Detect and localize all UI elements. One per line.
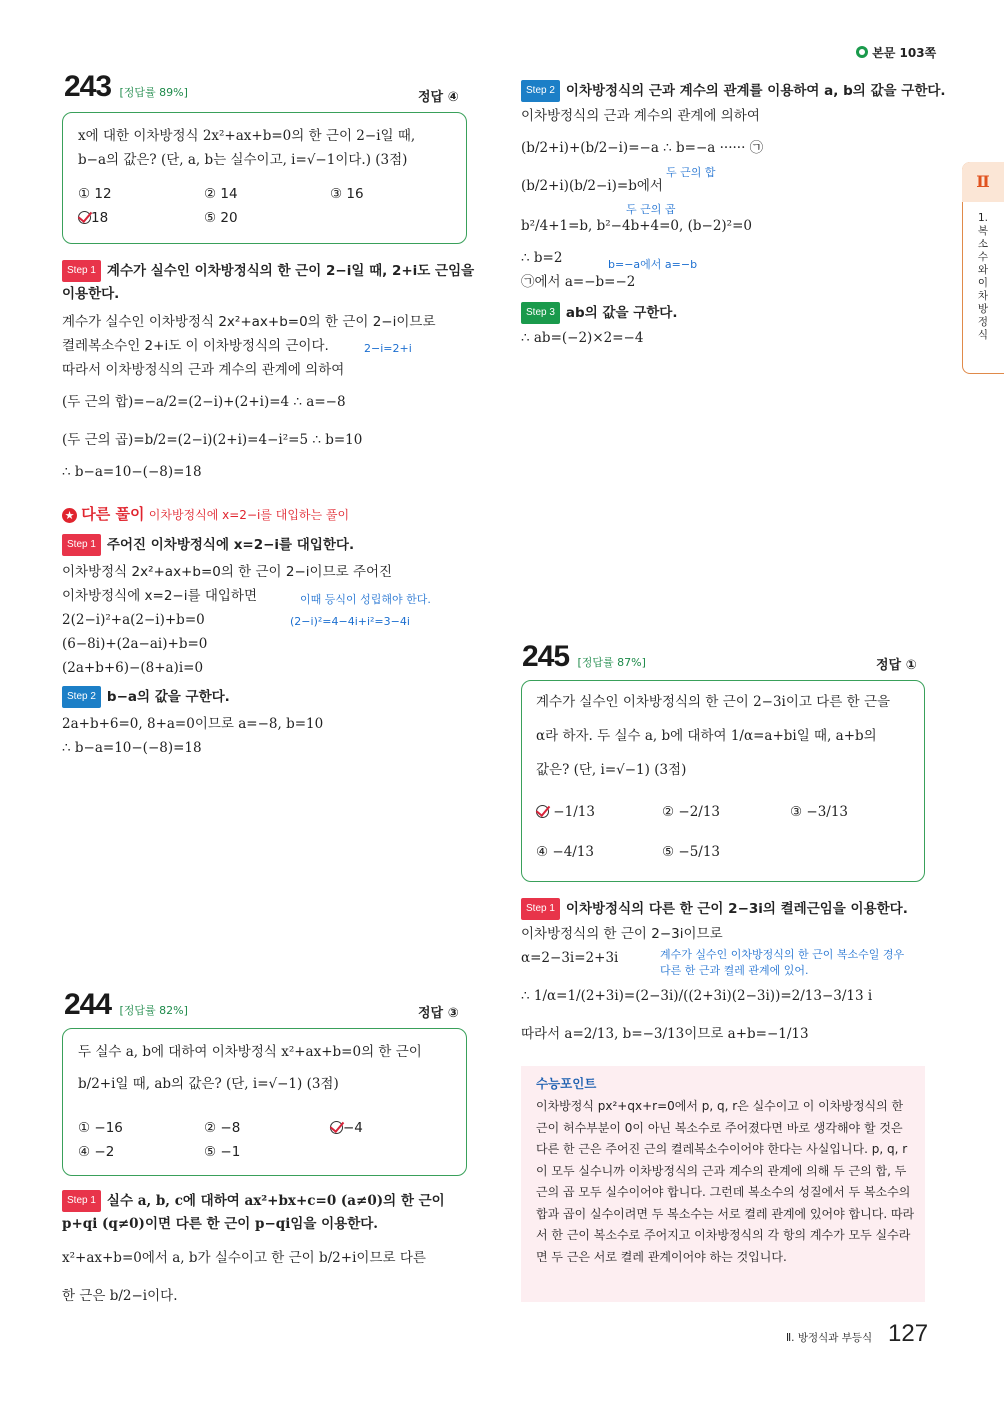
footer-chapter: Ⅱ. 방정식과 부등식 <box>786 1332 873 1344</box>
step-1-heading: Step 1 이차방정식의 다른 한 근이 2−3i의 켤레근임을 이용한다. <box>521 898 908 920</box>
correct-rate: [정답률 82%] <box>119 1004 188 1017</box>
choice-5: ⑤ −1 <box>204 1144 241 1160</box>
choice-4-correct: 18 <box>78 208 108 228</box>
solution-line: (두 근의 합)=−a/2=(2−i)+(2+i)=4 ∴ a=−8 <box>62 394 346 410</box>
solution-line: 2(2−i)²+a(2−i)+b=0 <box>62 612 205 628</box>
annotation: 다른 한 근과 켤레 관계에 있어. <box>660 964 809 977</box>
choice-5: ⑤ 20 <box>204 210 238 226</box>
question-line: x에 대한 이차방정식 2x²+ax+b=0의 한 근이 2−i일 때, <box>78 128 416 144</box>
page-number: 127 <box>888 1320 929 1347</box>
problem-244-header <box>64 988 188 1022</box>
step-1-heading: Step 1 계수가 실수인 이차방정식의 한 근이 2−i일 때, 2+i도 근임을 <box>62 260 474 282</box>
answer-label: 정답 ① <box>876 658 917 673</box>
solution-line: 이차방정식 2x²+ax+b=0의 한 근이 2−i이므로 주어진 <box>62 564 393 580</box>
correct-rate: [정답률 87%] <box>577 656 646 669</box>
solution-line: 따라서 a=2/13, b=−3/13이므로 a+b=−1/13 <box>521 1026 809 1042</box>
correct-rate: [정답률 89%] <box>119 86 188 99</box>
page-ref: 본문 103쪽 <box>856 44 936 61</box>
solution-line: α=2−3i=2+3i <box>521 950 619 966</box>
problem-number: 245 <box>522 640 570 673</box>
annotation: 두 근의 합 <box>666 166 716 179</box>
choice-2: ② −2/13 <box>662 804 721 820</box>
question-line: 값은? (단, i=√−1) (3점) <box>536 762 687 778</box>
solution-line: 2a+b+6=0, 8+a=0이므로 a=−8, b=10 <box>62 716 324 732</box>
choice-4: ④ −4/13 <box>536 844 595 860</box>
solution-line: (6−8i)+(2a−ai)+b=0 <box>62 636 208 652</box>
solution-line: (b/2+i)+(b/2−i)=−a ∴ b=−a ······ ㉠ <box>521 140 764 156</box>
check-mark-icon <box>78 211 91 224</box>
problem-245-header <box>522 640 646 674</box>
annotation: b=−a에서 a=−b <box>608 258 698 271</box>
solution-line: 따라서 이차방정식의 근과 계수의 관계에 의하여 <box>62 362 345 378</box>
circle-bullet-icon <box>856 46 868 58</box>
choice-2: ② 14 <box>204 186 238 202</box>
choice-1: ① −16 <box>78 1120 123 1136</box>
choice-3: ③ −3/13 <box>790 804 849 820</box>
question-line: b−a의 값은? (단, a, b는 실수이고, i=√−1이다.) (3점) <box>78 152 408 168</box>
solution-line: b²/4+1=b, b²−4b+4=0, (b−2)²=0 <box>521 218 752 234</box>
solution-line: 이차방정식의 근과 계수의 관계에 의하여 <box>521 108 760 124</box>
annotation: 2−i=2+i <box>364 342 412 355</box>
check-mark-icon <box>536 805 549 818</box>
problem-number: 243 <box>64 70 112 103</box>
solution-line: ㉠에서 a=−b=−2 <box>521 274 636 290</box>
chapter-tab-roman: Ⅱ <box>962 162 1004 202</box>
question-line: α라 하자. 두 실수 a, b에 대하여 1/α=a+bi일 때, a+b의 <box>536 728 877 744</box>
question-line: 계수가 실수인 이차방정식의 한 근이 2−3i이고 다른 한 근을 <box>536 694 891 710</box>
solution-line: 이차방정식의 한 근이 2−3i이므로 <box>521 926 723 942</box>
star-icon: ★ <box>62 508 77 523</box>
choice-4: ④ −2 <box>78 1144 115 1160</box>
question-line: 두 실수 a, b에 대하여 이차방정식 x²+ax+b=0의 한 근이 <box>78 1044 422 1060</box>
solution-line: (b/2+i)(b/2−i)=b에서 <box>521 178 663 194</box>
alt-step-1-heading: Step 1 주어진 이차방정식에 x=2−i를 대입한다. <box>62 534 354 556</box>
solution-line: ∴ 1/α=1/(2+3i)=(2−3i)/((2+3i)(2−3i))=2/13−3/13 i <box>521 988 873 1004</box>
solution-line: 한 근은 b/2−i이다. <box>62 1288 178 1304</box>
solution-line: x²+ax+b=0에서 a, b가 실수이고 한 근이 b/2+i이므로 다른 <box>62 1250 426 1266</box>
solution-line: 켤레복소수인 2+i도 이 이차방정식의 근이다. <box>62 338 329 354</box>
annotation: 두 근의 곱 <box>626 203 676 216</box>
exam-point-text: 이차방정식 px²+qx+r=0에서 p, q, r은 실수이고 이 이차방정식의 한 근이 허수부분이 0이 아닌 복소수로 주어졌다면 바로 생각해야 할 것은 다른 한 근은 주어진 근의 켤레복소수이어야 한다는 사실입니다. p, q, r이 모두 실수니까 이차방정식의 근과 계수의 관계에 의해 두 근의 합, 두 근의 곱 모두 실수이어야 합니다. 그런데 복소수의 성질에서 두 복소수의 합과 곱이 실수이려면 두 복소수는 서로 켤레 관계에 있어야 합니다. 따라서 한 근이 복소수로 주어지고 이차방정식의 각 항의 계수가 모두 실수라면 두 근은 서로 켤레 관계이어야 하는 것입니다. <box>536 1099 915 1264</box>
solution-line: 계수가 실수인 이차방정식 2x²+ax+b=0의 한 근이 2−i이므로 <box>62 314 436 330</box>
choice-3-correct: −4 <box>330 1118 363 1138</box>
choice-3: ③ 16 <box>330 186 364 202</box>
question-line: b/2+i일 때, ab의 값은? (단, i=√−1) (3점) <box>78 1076 339 1092</box>
alt-solution-heading: ★ 다른 풀이 이차방정식에 x=2−i를 대입하는 풀이 <box>62 504 349 525</box>
solution-line: (2a+b+6)−(8+a)i=0 <box>62 660 204 676</box>
problem-243-header <box>64 70 188 104</box>
step-1-heading: Step 1 실수 a, b, c에 대하여 ax²+bx+c=0 (a≠0)의 한 근이 <box>62 1190 445 1212</box>
problem-number: 244 <box>64 988 112 1021</box>
solution-line: ∴ b−a=10−(−8)=18 <box>62 740 202 756</box>
annotation: 계수가 실수인 이차방정식의 한 근이 복소수일 경우 <box>660 948 905 961</box>
step-3-heading: Step 3 ab의 값을 구한다. <box>521 302 677 324</box>
solution-line: ∴ b=2 <box>521 250 563 266</box>
choice-5: ⑤ −5/13 <box>662 844 721 860</box>
alt-step-2-heading: Step 2 b−a의 값을 구한다. <box>62 686 230 708</box>
solution-line: ∴ b−a=10−(−8)=18 <box>62 464 202 480</box>
exam-point-title: 수능포인트 <box>536 1076 597 1091</box>
answer-label: 정답 ③ <box>418 1006 459 1021</box>
annotation: 이때 등식이 성립해야 한다. <box>300 593 431 606</box>
choice-1: ① 12 <box>78 186 112 202</box>
answer-label: 정답 ④ <box>418 90 459 105</box>
annotation: (2−i)²=4−4i+i²=3−4i <box>290 615 410 628</box>
choice-2: ② −8 <box>204 1120 241 1136</box>
solution-line: ∴ ab=(−2)×2=−4 <box>521 330 644 346</box>
step-1-heading-cont: 이용한다. <box>62 286 120 302</box>
check-mark-icon <box>330 1121 343 1134</box>
choice-1-correct: −1/13 <box>536 802 595 822</box>
step-2-heading: Step 2 이차방정식의 근과 계수의 관계를 이용하여 a, b의 값을 구한다. <box>521 80 946 102</box>
chapter-tab-text: 1.복소수와이차방정식 <box>977 212 989 341</box>
solution-line: 이차방정식에 x=2−i를 대입하면 <box>62 588 257 604</box>
step-1-heading-cont: p+qi (q≠0)이면 다른 한 근이 p−qi임을 이용한다. <box>62 1216 378 1232</box>
solution-line: (두 근의 곱)=b/2=(2−i)(2+i)=4−i²=5 ∴ b=10 <box>62 432 363 448</box>
